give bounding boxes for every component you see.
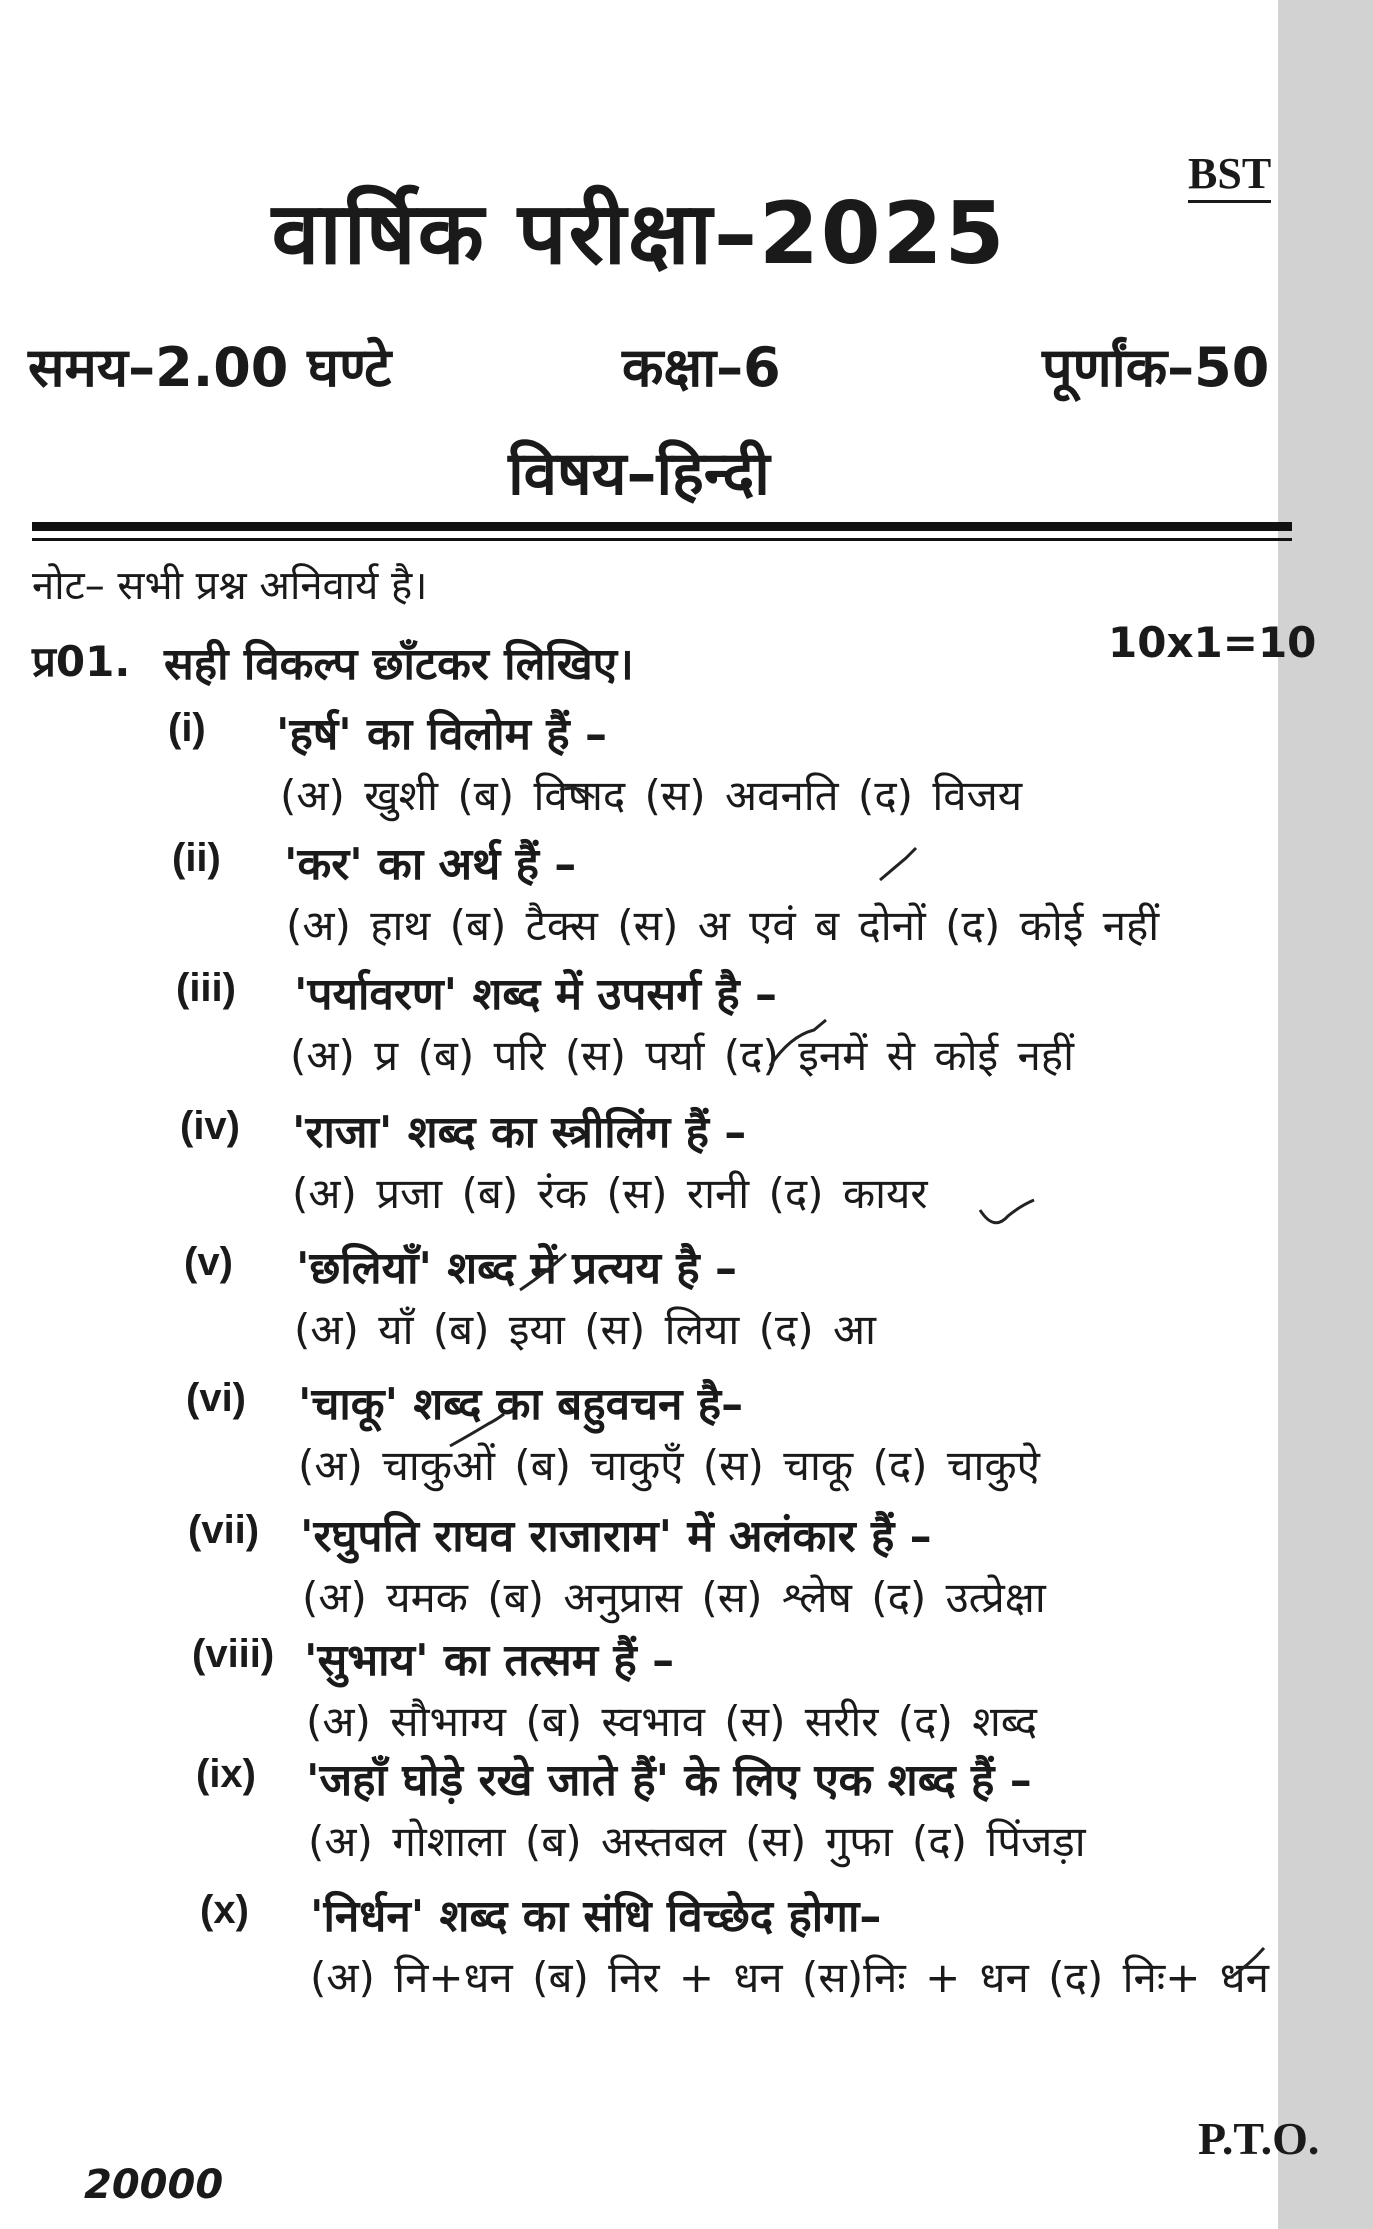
item-number: (iii) [176,966,236,1010]
item-stem: 'कर' का अर्थ हैं – [284,839,577,890]
item-options: (अ) प्रजा (ब) रंक (स) रानी (द) कायर [292,1169,928,1218]
item-options: (अ) यमक (ब) अनुप्रास (स) श्लेष (द) उत्प्रेक्षा [302,1573,1046,1622]
item-number: (x) [200,1888,249,1932]
item-options: (अ) हाथ (ब) टैक्स (स) अ एवं ब दोनों (द) कोई नहीं [286,901,1160,950]
item-stem: 'राजा' शब्द का स्त्रीलिंग हैं – [292,1107,747,1158]
item-options: (अ) प्र (ब) परि (स) पर्या (द) इनमें से कोई नहीं [290,1031,1074,1080]
question-marks: 10x1=10 [1108,618,1317,667]
time-allowed: समय–2.00 घण्टे [28,336,392,399]
item-number: (vi) [186,1376,246,1420]
scan-margin [1278,0,1373,2229]
item-options: (अ) चाकुओं (ब) चाकुएँ (स) चाकू (द) चाकुऐ [298,1441,1040,1490]
item-stem: 'जहाँ घोड़े रखे जाते हैं' के लिए एक शब्द हैं – [306,1755,1032,1806]
item-stem: 'सुभाय' का तत्सम हैं – [304,1635,675,1686]
item-options: (अ) गोशाला (ब) अस्तबल (स) गुफा (द) पिंजड़ा [308,1817,1086,1866]
item-number: (i) [168,706,206,750]
item-number: (viii) [192,1632,275,1676]
item-stem: 'रघुपति राघव राजाराम' में अलंकार हैं – [300,1511,932,1562]
item-stem: 'निर्धन' शब्द का संधि विच्छेद होगा– [310,1891,882,1942]
item-stem: 'छलियाँ' शब्द में प्रत्यय है – [296,1243,737,1294]
item-number: (ii) [172,836,221,880]
exam-title: वार्षिक परीक्षा–2025 [271,184,1007,284]
item-number: (vii) [188,1508,260,1552]
class-label: कक्षा–6 [622,336,781,399]
item-options: (अ) नि+धन (ब) निर + धन (स)निः + धन (द) निः+ धन [310,1953,1269,2002]
item-options: (अ) याँ (ब) इया (स) लिया (द) आ [294,1305,876,1354]
item-number: (iv) [180,1104,240,1148]
instruction-note: नोट– सभी प्रश्न अनिवार्य है। [32,563,428,609]
item-stem: 'चाकू' शब्द का बहुवचन है– [298,1379,744,1430]
page-turn-over: P.T.O. [1198,2113,1320,2164]
item-number: (ix) [196,1752,256,1796]
item-options: (अ) सौभाग्य (ब) स्वभाव (स) सरीर (द) शब्द [306,1697,1038,1746]
question-number: प्र01. [32,637,131,686]
item-options: (अ) खुशी (ब) विषाद (स) अवनति (द) विजय [280,771,1023,820]
max-marks: पूर्णांक–50 [1042,336,1270,399]
item-number: (v) [184,1240,233,1284]
subject-title: विषय–हिन्दी [508,439,770,509]
question-text: सही विकल्प छाँटकर लिखिए। [164,639,634,690]
print-count: 20000 [84,2162,224,2208]
item-stem: 'पर्यावरण' शब्द में उपसर्ग है – [294,969,777,1020]
paper-code: BST [1188,148,1271,203]
item-stem: 'हर्ष' का विलोम हैं – [276,709,607,760]
